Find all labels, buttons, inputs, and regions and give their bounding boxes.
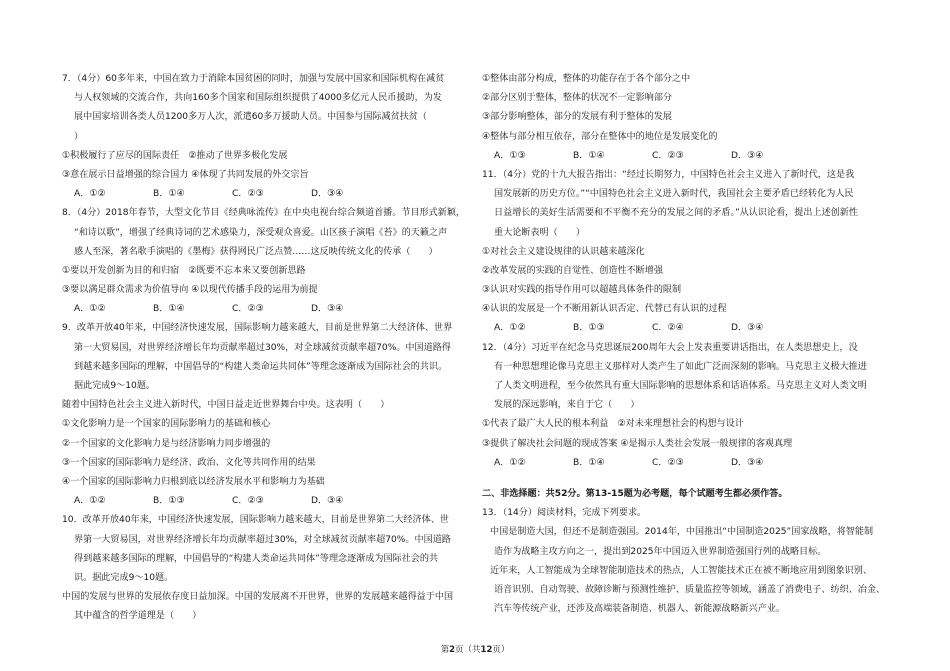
q10-statement: ④整体与部分相互依存，部分在整体中的地位是发展变化的 [482, 131, 718, 142]
option-d: D．③④ [731, 457, 764, 468]
option-c: C．②③ [232, 496, 264, 507]
q8-statement: ①要以开发创新为目的和归宿 ②既要不忘本来又要创新思路 [62, 265, 306, 276]
q10-statement: ①整体由部分构成，整体的功能存在于各个部分之中 [482, 74, 691, 84]
q12-stem-line: 12．（4分）习近平在纪念马克思诞辰200周年大会上发表重要讲话指出，在人类思想史上，没 [482, 342, 858, 353]
q9-statement: ③一个国家的国际影响力是经济、政治、文化等共同作用的结果 [62, 457, 316, 468]
q7-stem-line: 7．（4分）60多年来，中国在致力于消除本国贫困的同时，加强与发展中国家和国际机构在减贫 [62, 74, 445, 84]
q10-options [482, 147, 894, 166]
q9-stem-line: 据此完成9～10题。 [74, 381, 156, 391]
q10-statement: ②部分区别于整体，整体的状况不一定影响部分 [482, 93, 673, 104]
question-9 [62, 319, 477, 511]
q12-stem-line: 了人类文明进程，至今依然具有重大国际影响的思想体系和话语体系。马克思主义对人类文明 [494, 381, 867, 391]
q11-stem-line: 重大论断表明（ ） [494, 227, 585, 238]
option-c: C．②③ [652, 150, 684, 161]
option-d: D．③④ [311, 189, 344, 200]
option-b: B．①④ [153, 304, 185, 315]
option-c: C．②③ [232, 189, 264, 200]
q7-statement: ①积极履行了应尽的国际责任 ②推动了世界多极化发展 [62, 150, 288, 161]
q9-stem-line: 到越来越多国际的理解，中国倡导的“构建人类命运共同体”等理念逐渐成为国际社会的共识。 [74, 361, 448, 372]
q10-question: 中国的发展与世界的发展依存度日益加深。中国的发展离不开世界，世界的发展越来越得益于中国 [62, 592, 454, 603]
q7-stem-line: 与人权领域的交流合作，共向160多个国家和国际组织提供了4000多亿元人民币援助，为发 [74, 93, 442, 104]
q8-stem-line: 感人至深，著名歌手演唱的《墨梅》获得网民广泛点赞……这反映传统文化的传承（ ） [74, 246, 438, 257]
question-8 [62, 204, 477, 319]
material-paragraph: 近年来，人工智能成为全球智能制造技术的热点，人工智能技术正在被不断地应用到图象识别、 [490, 565, 872, 576]
q8-statement: ③要以满足群众需求为价值导向 ④以现代传播手段的运用为前提 [62, 285, 318, 296]
q11-options [482, 319, 894, 338]
q10-stem-line: 10．改革开放40年来，中国经济快速发展，国际影响力越来越大，目前是世界第二大经济体、世 [62, 515, 449, 526]
q8-stem-line: “和诗以歌”，增强了经典诗词的艺术感染力，深受观众喜爱。山区孩子演唱《苔》的天籁之声 [74, 227, 448, 238]
q12-statement: ③提供了解决社会问题的现成答案 ④是揭示人类社会发展一般规律的客观真理 [482, 438, 793, 449]
option-c: C．②④ [652, 323, 684, 334]
q10-stem-line: 界第一大贸易国，对世界经济增长年均贡献率超过30%，对全球减贫贡献率超70%。中国道路 [74, 534, 451, 545]
material-paragraph: 语音识别、自动驾驶、故障诊断与预测性维护、质量监控等领域，涵盖了消费电子、纺织、冶金、 [494, 584, 886, 595]
q9-statement: ②一个国家的文化影响力是与经济影响力同步增强的 [62, 438, 271, 449]
question-11 [482, 166, 894, 339]
section-non-choice [482, 485, 894, 619]
q8-stem-line: 8．（4分）2018年春节，大型文化节目《经典咏流传》在中央电视台综合频道首播。节目形式新颖， [62, 208, 466, 219]
q7-stem-line: 展中国家培训各类人员1200多万人次，派遣60多万援助人员。中国参与国际减贫扶贫（ [74, 112, 427, 123]
option-a: A．①② [74, 496, 106, 507]
q11-statement: ①对社会主义建设规律的认识越来越深化 [482, 246, 645, 257]
option-b: B．①④ [153, 189, 185, 200]
option-a: A．①② [494, 323, 526, 334]
q9-stem-line: 第一大贸易国，对世界经济增长年均贡献率超过30%，对全球减贫贡献率超70%。中国道路得 [74, 342, 451, 353]
q9-question: 随着中国特色社会主义进入新时代，中国日益走近世界舞台中央。这表明（ ） [62, 400, 390, 411]
q9-stem-line: 9．改革开放40年来，中国经济快速发展，国际影响力越来越大，目前是世界第二大经济体、世界 [62, 323, 453, 334]
total-pages: 12 [480, 645, 493, 655]
option-c: C．②③ [232, 304, 264, 315]
q7-options [62, 185, 477, 204]
page-number: 2 [449, 645, 456, 655]
option-d: D．③④ [311, 496, 344, 507]
left-column [62, 70, 477, 626]
q11-statement: ③认识对实践的指导作用可以超越具体条件的限制 [482, 285, 682, 296]
option-a: A．①② [74, 189, 106, 200]
q10-stem-line: 识。据此完成9～10题。 [74, 572, 174, 583]
option-b: B．①③ [573, 323, 605, 334]
option-c: C．②③ [652, 457, 684, 468]
page-footer [0, 643, 950, 655]
q10-question: 其中蕴含的哲学道理是（ ） [74, 611, 202, 622]
option-b: B．①④ [573, 150, 605, 161]
q12-stem-line: 发展的深远影响，来自于它（ ） [494, 400, 640, 411]
q12-options [482, 454, 894, 473]
option-a: A．①② [494, 457, 526, 468]
q8-options [62, 300, 477, 319]
option-b: B．①③ [153, 496, 185, 507]
footer-middle: 页（共 [455, 645, 481, 655]
q11-stem-line: 国发展新的历史方位。”“中国特色社会主义进入新时代，我国社会主要矛盾已经转化为人民 [494, 189, 854, 200]
q7-stem-line: ） [74, 131, 84, 142]
footer-prefix: 第 [440, 645, 450, 655]
q9-statement: ①文化影响力是一个国家的国际影响力的基础和核心 [62, 419, 271, 430]
q11-statement: ②改革发展的实践的自觉性、创造性不断增强 [482, 265, 663, 276]
q11-stem-line: 11．（4分）党的十九大报告指出：“经过长期努力，中国特色社会主义进入了新时代，这是我 [482, 169, 855, 180]
q11-statement: ④认识的发展是一个不断用新认识否定、代替已有认识的过程 [482, 304, 727, 315]
q12-stem-line: 有一种思想理论像马克思主义那样对人类产生了如此广泛而深刻的影响。马克思主义极大推进 [494, 361, 867, 372]
question-10 [62, 511, 477, 626]
q10-stem-line: 得到越来越多国际的理解，中国倡导的“构建人类命运共同体”等理念逐渐成为国际社会的共 [74, 553, 439, 564]
material-paragraph: 造作为战略主攻方向之一，提出到2025年中国迈入世界制造强国行列的战略目标。 [494, 546, 827, 557]
q9-statement: ④一个国家的国际影响力归根到底以经济发展水平和影响力为基础 [62, 476, 325, 487]
section-heading: 二、非选择题：共52分。第13-15题为必考题，每个试题考生都必须作答。 [482, 488, 788, 499]
footer-suffix: 页） [492, 645, 510, 655]
question-7 [62, 70, 477, 204]
material-paragraph: 汽车等传统产业，还涉及高端装备制造、机器人、新能源战略新兴产业。 [494, 604, 786, 615]
question-12 [482, 339, 894, 473]
option-a: A．①② [74, 304, 106, 315]
q12-statement: ①代表了最广大人民的根本利益 ②对未来理想社会的构想与设计 [482, 419, 744, 430]
q9-options [62, 492, 477, 511]
q10-statement: ③部分影响整体，部分的发展有利于整体的发展 [482, 112, 673, 123]
q11-stem-line: 日益增长的美好生活需要和不平衡不充分的发展之间的矛盾。”从认识论看，提出上述创新性 [494, 208, 858, 219]
option-d: D．③④ [731, 323, 764, 334]
material-paragraph: 中国是制造大国，但还不是制造强国。2014年，中国推出“中国制造2025”国家战略，将智能制 [490, 527, 874, 538]
right-column [482, 70, 894, 619]
q13-title: 13．（14分）阅读材料，完成下列要求。 [482, 508, 647, 519]
option-a: A．①③ [494, 150, 526, 161]
option-d: D．③④ [731, 150, 764, 161]
q7-statement: ③意在展示日益增强的综合国力 ④体现了共同发展的外交宗旨 [62, 169, 309, 180]
option-d: D．③④ [311, 304, 344, 315]
option-b: B．①④ [573, 457, 605, 468]
